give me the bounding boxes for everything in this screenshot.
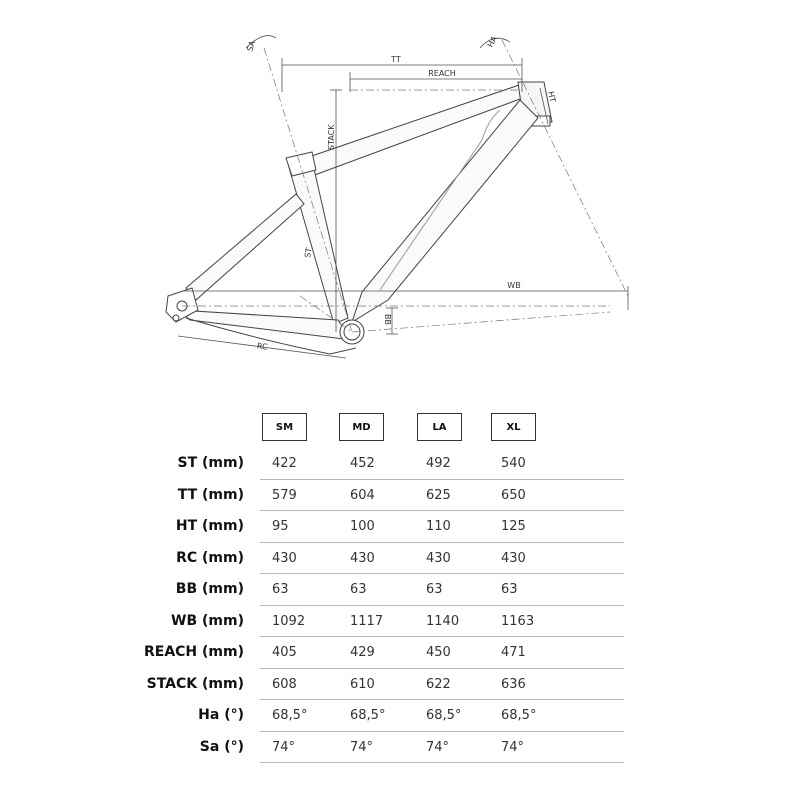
- table-row: [0, 511, 800, 542]
- table-row: [0, 543, 800, 574]
- size-header-la: LA: [417, 413, 462, 441]
- table-cell: 625: [426, 487, 451, 503]
- table-cell: 1140: [426, 613, 460, 629]
- table-cell: 74°: [426, 739, 450, 755]
- table-cell: 74°: [350, 739, 374, 755]
- row-label: BB (mm): [175, 581, 244, 597]
- row-label: Sa (°): [199, 738, 244, 755]
- table-row: [0, 669, 800, 700]
- table-cell: 450: [426, 645, 451, 660]
- table-cell: 405: [272, 645, 297, 660]
- table-cell: 68,5°: [426, 708, 462, 723]
- table-cell: 74°: [272, 739, 296, 755]
- row-divider: [260, 762, 624, 763]
- size-header-sm: SM: [262, 413, 307, 441]
- table-row: [0, 732, 800, 763]
- table-row: [0, 700, 800, 731]
- table-cell: 68,5°: [272, 708, 308, 723]
- table-cell: 430: [501, 550, 526, 566]
- row-label: ST (mm): [177, 455, 244, 471]
- label-stack: STACK: [327, 124, 336, 150]
- table-cell: 608: [272, 676, 297, 692]
- label-sa: SA: [245, 39, 258, 53]
- chain-stay: [178, 310, 352, 340]
- row-label: REACH (mm): [143, 644, 244, 660]
- table-cell: 622: [426, 676, 451, 692]
- table-cell: 650: [501, 487, 526, 503]
- table-cell: 429: [350, 645, 375, 660]
- table-row: [0, 637, 800, 668]
- row-label: HT (mm): [175, 518, 244, 534]
- table-row: [0, 480, 800, 511]
- table-cell: 68,5°: [501, 708, 537, 723]
- table-cell: 636: [501, 676, 526, 692]
- label-ht: HT: [546, 90, 558, 104]
- size-header-md: MD: [339, 413, 384, 441]
- table-cell: 579: [272, 487, 297, 503]
- table-cell: 430: [272, 550, 297, 566]
- table-cell: 430: [426, 550, 451, 566]
- table-cell: 540: [501, 456, 526, 471]
- table-cell: 1163: [501, 613, 535, 629]
- table-cell: 1117: [350, 613, 384, 629]
- table-cell: 610: [350, 676, 375, 692]
- bike-frame: [166, 82, 552, 354]
- dimension-lines: [178, 36, 628, 358]
- table-row: [0, 606, 800, 637]
- table-cell: 471: [501, 645, 526, 660]
- table-cell: 110: [426, 519, 451, 534]
- label-wb: WB: [507, 281, 521, 290]
- row-label: WB (mm): [171, 612, 244, 629]
- table-cell: 100: [350, 519, 375, 534]
- table-cell: 1092: [272, 613, 306, 629]
- label-st: ST: [303, 246, 314, 259]
- table-cell: 422: [272, 456, 297, 471]
- table-row: [0, 448, 800, 479]
- center-lines: [182, 40, 628, 332]
- label-ha: HA: [485, 34, 500, 49]
- row-label: Ha (°): [198, 707, 244, 723]
- table-cell: 604: [350, 487, 375, 503]
- table-cell: 125: [501, 519, 526, 534]
- size-header-xl: XL: [491, 413, 536, 441]
- table-row: [0, 574, 800, 605]
- table-cell: 95: [272, 519, 289, 534]
- table-cell: 430: [350, 550, 375, 566]
- label-tt: TT: [391, 55, 401, 64]
- row-label: TT (mm): [177, 486, 244, 503]
- row-label: STACK (mm): [146, 675, 244, 692]
- seat-stay: [186, 194, 304, 300]
- table-cell: 452: [350, 456, 375, 471]
- table-cell: 63: [501, 582, 518, 597]
- row-label: RC (mm): [176, 549, 244, 566]
- label-bb: BB: [383, 314, 392, 325]
- table-cell: 63: [426, 582, 443, 597]
- label-rc: RC: [256, 341, 269, 352]
- frame-geometry-diagram: [0, 0, 800, 380]
- table-cell: 63: [350, 582, 367, 597]
- table-cell: 492: [426, 456, 451, 471]
- label-reach: REACH: [428, 69, 456, 78]
- table-cell: 74°: [501, 739, 525, 755]
- table-cell: 63: [272, 582, 289, 597]
- seat-tube: [288, 160, 348, 324]
- table-cell: 68,5°: [350, 708, 386, 723]
